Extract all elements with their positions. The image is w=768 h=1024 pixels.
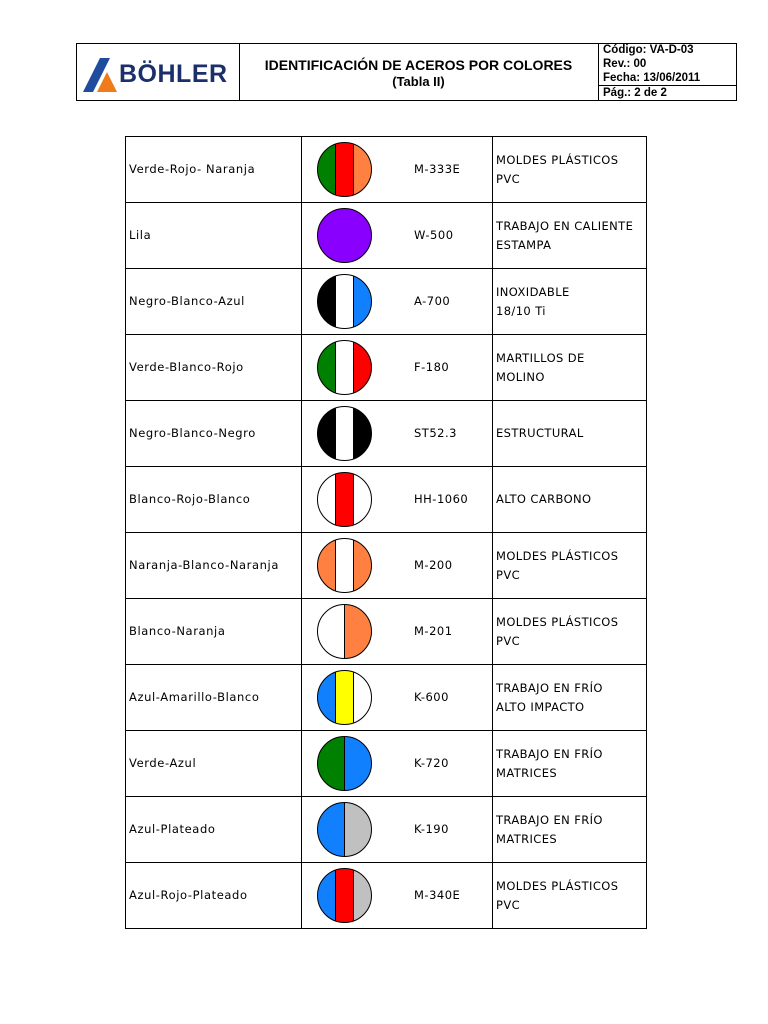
application-line: MARTILLOS DE: [496, 351, 585, 365]
swatch-stripe: [336, 142, 354, 198]
table-row: [126, 731, 646, 797]
steel-application: [493, 401, 647, 466]
swatch-circle: [317, 340, 373, 396]
swatch-stripe: [336, 538, 354, 594]
application-line: ESTAMPA: [496, 238, 552, 252]
page-number: Pág.: 2 de 2: [603, 87, 667, 99]
color-swatch: [302, 533, 386, 598]
application-line: TRABAJO EN CALIENTE: [496, 219, 634, 233]
steel-application: [493, 863, 647, 928]
table-row: [126, 137, 646, 203]
steel-application: [493, 731, 647, 796]
swatch-circle: [317, 142, 373, 198]
swatch-stripe: [318, 802, 345, 858]
color-name: Negro-Blanco-Negro: [126, 401, 302, 466]
color-name: Naranja-Blanco-Naranja: [126, 533, 302, 598]
document-header: [76, 43, 737, 101]
swatch-circle: [317, 406, 373, 462]
swatch-circle: [317, 868, 373, 924]
application-line: TRABAJO EN FRÍO: [496, 681, 603, 695]
swatch-stripe: [318, 604, 345, 660]
steel-code: K-190: [386, 797, 493, 862]
fecha-label: Fecha: 13/06/2011: [603, 72, 701, 84]
table-row: [126, 335, 646, 401]
steel-code: M-340E: [386, 863, 493, 928]
swatch-circle: [317, 274, 373, 330]
swatch-circle: [317, 736, 373, 792]
swatch-circle: [317, 802, 373, 858]
steel-code: A-700: [386, 269, 493, 334]
logo: [77, 44, 240, 100]
color-name: Negro-Blanco-Azul: [126, 269, 302, 334]
application-line: TRABAJO EN FRÍO: [496, 813, 603, 827]
color-name: Lila: [126, 203, 302, 268]
steel-application: [493, 665, 647, 730]
color-name: Verde-Azul: [126, 731, 302, 796]
color-swatch: [302, 269, 386, 334]
color-swatch: [302, 401, 386, 466]
swatch-stripe: [336, 472, 354, 528]
application-line: MATRICES: [496, 832, 558, 846]
swatch-stripe: [336, 274, 354, 330]
application-line: TRABAJO EN FRÍO: [496, 747, 603, 761]
color-swatch: [302, 665, 386, 730]
table-row: [126, 533, 646, 599]
color-name: Blanco-Naranja: [126, 599, 302, 664]
color-swatch: [302, 137, 386, 202]
color-swatch: [302, 203, 386, 268]
color-name: Azul-Rojo-Plateado: [126, 863, 302, 928]
table-row: [126, 401, 646, 467]
color-swatch: [302, 731, 386, 796]
application-line: MOLDES PLÁSTICOS: [496, 615, 619, 629]
steel-application: [493, 137, 647, 202]
swatch-circle: [317, 670, 373, 726]
application-line: PVC: [496, 634, 521, 648]
color-swatch: [302, 797, 386, 862]
swatch-stripe: [336, 670, 354, 726]
application-line: ALTO IMPACTO: [496, 700, 585, 714]
application-line: PVC: [496, 568, 521, 582]
application-line: MOLDES PLÁSTICOS: [496, 879, 619, 893]
color-swatch: [302, 467, 386, 532]
color-name: Verde-Rojo- Naranja: [126, 137, 302, 202]
steel-code: M-333E: [386, 137, 493, 202]
document-meta: [599, 44, 737, 100]
table-row: [126, 269, 646, 335]
application-line: ESTRUCTURAL: [496, 426, 584, 440]
steel-code: ST52.3: [386, 401, 493, 466]
application-line: MATRICES: [496, 766, 558, 780]
bohler-logo-mark-icon: [83, 58, 119, 92]
swatch-stripe: [336, 340, 354, 396]
color-name: Azul-Plateado: [126, 797, 302, 862]
steel-application: [493, 269, 647, 334]
color-identification-table: [125, 136, 647, 929]
document-title: IDENTIFICACIÓN DE ACEROS POR COLORES: [264, 57, 573, 73]
swatch-stripe: [345, 604, 372, 660]
steel-code: M-200: [386, 533, 493, 598]
table-row: [126, 797, 646, 863]
swatch-stripe: [336, 868, 354, 924]
steel-code: F-180: [386, 335, 493, 400]
swatch-stripe: [318, 736, 345, 792]
swatch-circle: [317, 604, 373, 660]
application-line: MOLINO: [496, 370, 545, 384]
swatch-circle: [317, 538, 373, 594]
swatch-circle: [317, 208, 373, 264]
color-name: Azul-Amarillo-Blanco: [126, 665, 302, 730]
swatch-stripe: [345, 736, 372, 792]
application-line: INOXIDABLE: [496, 285, 570, 299]
application-line: MOLDES PLÁSTICOS: [496, 549, 619, 563]
steel-code: K-600: [386, 665, 493, 730]
codigo-label: Código: VA-D-03: [603, 44, 694, 56]
swatch-stripe: [345, 802, 372, 858]
table-row: [126, 467, 646, 533]
application-line: PVC: [496, 898, 521, 912]
table-row: [126, 599, 646, 665]
steel-code: K-720: [386, 731, 493, 796]
swatch-circle: [317, 472, 373, 528]
color-swatch: [302, 335, 386, 400]
steel-code: HH-1060: [386, 467, 493, 532]
color-swatch: [302, 863, 386, 928]
application-line: ALTO CARBONO: [496, 492, 592, 506]
meta-divider: [599, 85, 737, 86]
steel-application: [493, 203, 647, 268]
application-line: 18/10 Ti: [496, 304, 546, 318]
revision-label: Rev.: 00: [603, 58, 647, 70]
application-line: MOLDES PLÁSTICOS: [496, 153, 619, 167]
swatch-stripe: [336, 406, 354, 462]
title-block: [239, 44, 599, 100]
table-row: [126, 863, 646, 929]
steel-application: [493, 533, 647, 598]
table-row: [126, 665, 646, 731]
color-name: Verde-Blanco-Rojo: [126, 335, 302, 400]
steel-application: [493, 599, 647, 664]
color-swatch: [302, 599, 386, 664]
steel-code: W-500: [386, 203, 493, 268]
steel-application: [493, 335, 647, 400]
table-row: [126, 203, 646, 269]
document-subtitle: (Tabla II): [392, 74, 445, 89]
color-name: Blanco-Rojo-Blanco: [126, 467, 302, 532]
steel-application: [493, 467, 647, 532]
brand-name: BÖHLER: [119, 60, 228, 88]
steel-application: [493, 797, 647, 862]
steel-code: M-201: [386, 599, 493, 664]
application-line: PVC: [496, 172, 521, 186]
